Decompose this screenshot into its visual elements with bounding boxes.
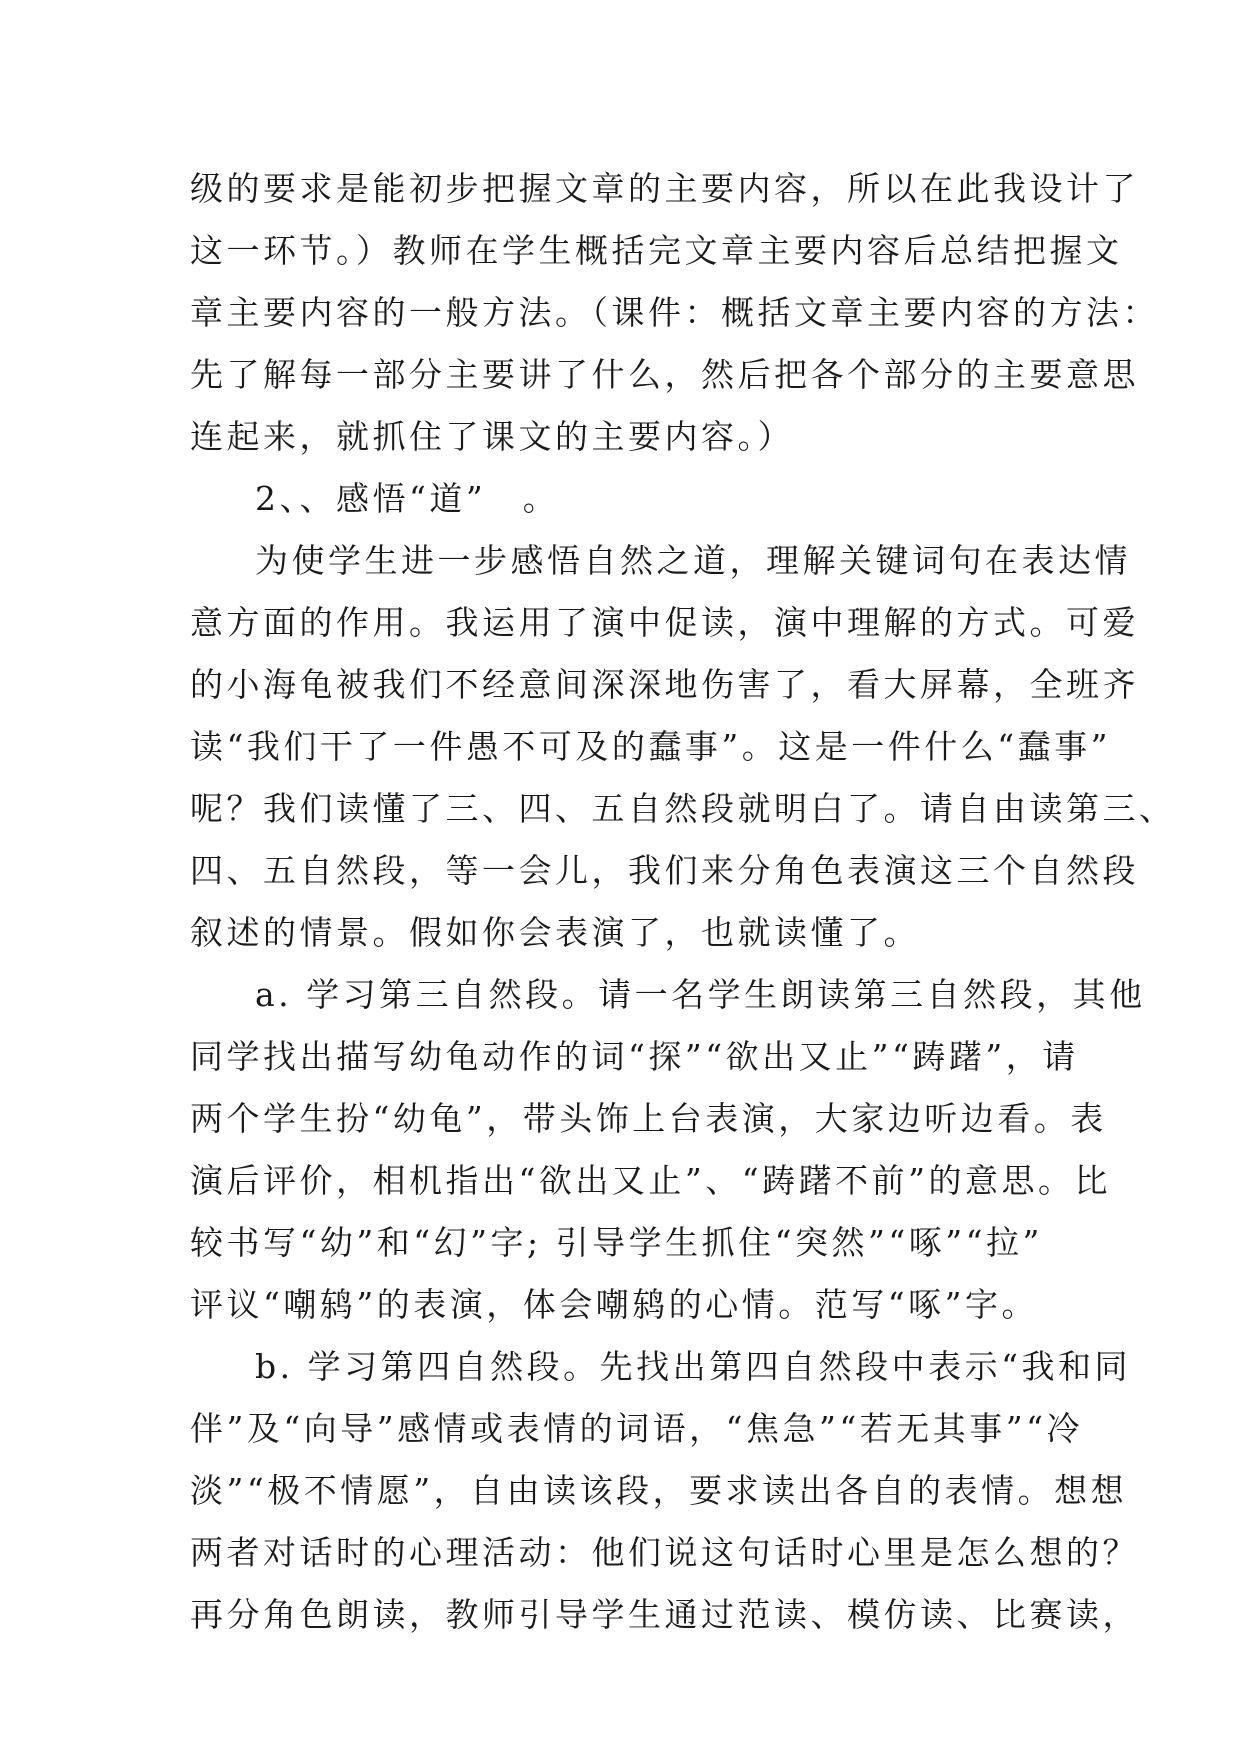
- text-line: 四、五自然段，等一会儿，我们来分角色表演这三个自然段: [190, 851, 1139, 890]
- body-text: [190, 158, 1176, 1646]
- text-line: 再分角色朗读，教师引导学生通过范读、模仿读、比赛读，: [190, 1595, 1139, 1634]
- text-line: 评议“嘲鸫”的表演，体会嘲鸫的心情。范写“啄”字。: [190, 1285, 1038, 1324]
- text-line: 同学找出描写幼龟动作的词“探”“欲出又止”“踌躇”，请: [190, 1037, 1079, 1076]
- text-line: 这一环节。）教师在学生概括完文章主要内容后总结把握文: [190, 231, 1123, 270]
- text-line: 淡”“极不情愿”，自由读该段，要求读出各自的表情。想想: [190, 1471, 1128, 1510]
- text-line: 较书写“幼”和“幻”字; 引导学生抓住“突然”“啄”“拉”: [190, 1223, 1043, 1262]
- text-line: b. 学习第四自然段。先找出第四自然段中表示“我和同: [255, 1347, 1131, 1386]
- text-line: 级的要求是能初步把握文章的主要内容，所以在此我设计了: [190, 169, 1139, 208]
- text-line: 的小海龟被我们不经意间深深地伤害了，看大屏幕，全班齐: [190, 665, 1139, 704]
- text-line: 呢？我们读懂了三、四、五自然段就明白了。请自由读第三、: [190, 789, 1176, 828]
- text-line: 演后评价，相机指出“欲出又止”、“踌躇不前”的意思。比: [190, 1161, 1111, 1200]
- text-line: 叙述的情景。假如你会表演了，也就读懂了。: [190, 913, 920, 952]
- text-line: 两个学生扮“幼龟”，带头饰上台表演，大家边听边看。表: [190, 1099, 1107, 1138]
- text-line: 读“我们干了一件愚不可及的蠢事”。这是一件什么“蠢事”: [190, 727, 1111, 766]
- text-line: 连起来，就抓住了课文的主要内容。）: [190, 417, 794, 456]
- text-line: 为使学生进一步感悟自然之道，理解关键词句在表达情: [255, 541, 1131, 580]
- text-line: a. 学习第三自然段。请一名学生朗读第三自然段，其他: [255, 975, 1146, 1014]
- text-line: 两者对话时的心理活动：他们说这句话时心里是怎么想的？: [190, 1533, 1139, 1572]
- text-line: 伴”及“向导”感情或表情的词语，“焦急”“若无其事”“冷: [190, 1409, 1083, 1448]
- text-line: 意方面的作用。我运用了演中促读，演中理解的方式。可爱: [190, 603, 1139, 642]
- text-line: 先了解每一部分主要讲了什么，然后把各个部分的主要意思: [190, 355, 1139, 394]
- text-line: 章主要内容的一般方法。（课件：概括文章主要内容的方法：: [190, 293, 1159, 332]
- section-heading: 2、、感悟“道” 。: [255, 479, 560, 518]
